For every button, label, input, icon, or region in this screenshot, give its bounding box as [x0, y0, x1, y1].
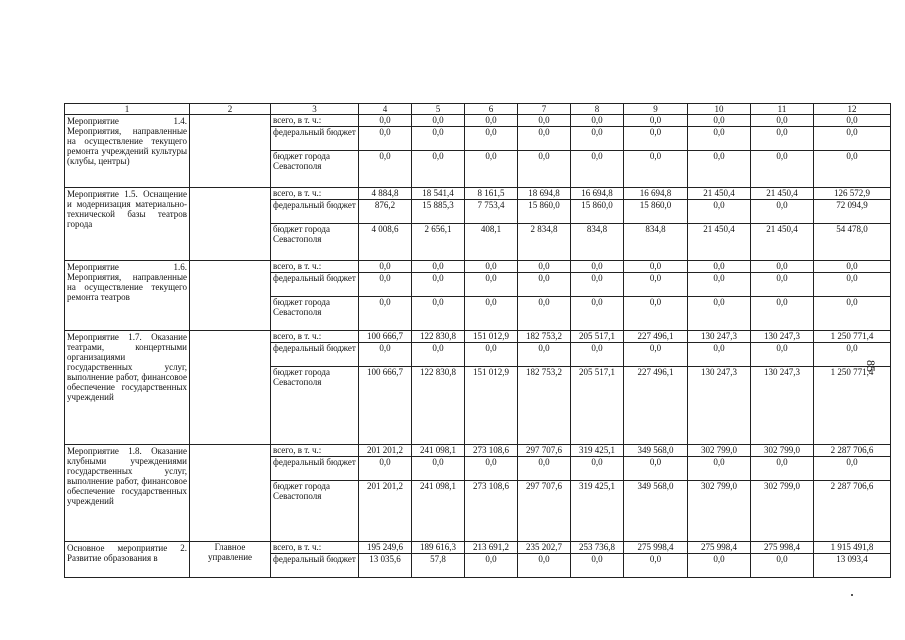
amount-cell: 0,0 [465, 151, 518, 188]
amount-cell: 0,0 [412, 343, 465, 367]
amount-cell: 235 202,7 [518, 542, 571, 554]
amount-cell: 0,0 [688, 273, 751, 297]
amount-cell: 834,8 [624, 224, 688, 261]
table-row [65, 445, 891, 457]
page-number: 85 [864, 360, 878, 372]
funding-source: бюджет города Севастополя [271, 367, 359, 445]
amount-cell: 18 694,8 [518, 188, 571, 200]
amount-cell: 0,0 [465, 127, 518, 151]
amount-cell: 0,0 [688, 343, 751, 367]
amount-cell: 0,0 [359, 115, 412, 127]
amount-cell: 122 830,8 [412, 331, 465, 343]
amount-cell: 297 707,6 [518, 445, 571, 457]
event-title: Основное мероприятие 2. Развитие образования в [65, 542, 190, 578]
amount-cell: 834,8 [571, 224, 624, 261]
amount-cell: 0,0 [814, 127, 891, 151]
amount-cell: 227 496,1 [624, 331, 688, 343]
amount-cell: 130 247,3 [688, 367, 751, 445]
amount-cell: 1 250 771,4 [814, 367, 891, 445]
amount-cell: 122 830,8 [412, 367, 465, 445]
event-executor [190, 331, 271, 445]
column-header: 3 [271, 104, 359, 115]
amount-cell: 0,0 [412, 151, 465, 188]
funding-source: бюджет города Севастополя [271, 224, 359, 261]
amount-cell: 241 098,1 [412, 445, 465, 457]
amount-cell: 15 860,0 [624, 200, 688, 224]
amount-cell: 0,0 [518, 457, 571, 481]
funding-source: всего, в т. ч.: [271, 115, 359, 127]
amount-cell: 0,0 [751, 343, 814, 367]
amount-cell: 201 201,2 [359, 445, 412, 457]
amount-cell: 319 425,1 [571, 481, 624, 542]
amount-cell: 0,0 [518, 297, 571, 331]
table-row [65, 261, 891, 273]
amount-cell: 273 108,6 [465, 481, 518, 542]
amount-cell: 0,0 [751, 200, 814, 224]
table-row [65, 542, 891, 554]
amount-cell: 0,0 [518, 343, 571, 367]
amount-cell: 0,0 [751, 554, 814, 578]
column-header: 7 [518, 104, 571, 115]
funding-source: федеральный бюджет [271, 200, 359, 224]
amount-cell: 2 656,1 [412, 224, 465, 261]
table-row [65, 331, 891, 343]
amount-cell: 21 450,4 [688, 188, 751, 200]
amount-cell: 130 247,3 [688, 331, 751, 343]
amount-cell: 0,0 [359, 273, 412, 297]
funding-source: федеральный бюджет [271, 273, 359, 297]
amount-cell: 408,1 [465, 224, 518, 261]
funding-source: всего, в т. ч.: [271, 542, 359, 554]
amount-cell: 201 201,2 [359, 481, 412, 542]
amount-cell: 195 249,6 [359, 542, 412, 554]
amount-cell: 15 860,0 [571, 200, 624, 224]
amount-cell: 0,0 [751, 261, 814, 273]
amount-cell: 0,0 [814, 297, 891, 331]
event-title: Мероприятие 1.7. Оказание театрами, концертными организациями государственных услуг, выполнение работ, финансовое обеспечение государственных учреждений [65, 331, 190, 445]
amount-cell: 100 666,7 [359, 367, 412, 445]
amount-cell: 0,0 [688, 200, 751, 224]
amount-cell: 126 572,9 [814, 188, 891, 200]
amount-cell: 302 799,0 [751, 481, 814, 542]
amount-cell: 21 450,4 [751, 224, 814, 261]
column-header: 9 [624, 104, 688, 115]
amount-cell: 13 035,6 [359, 554, 412, 578]
amount-cell: 205 517,1 [571, 367, 624, 445]
amount-cell: 21 450,4 [688, 224, 751, 261]
amount-cell: 0,0 [751, 115, 814, 127]
scan-speck [851, 594, 853, 596]
funding-source: всего, в т. ч.: [271, 331, 359, 343]
amount-cell: 0,0 [814, 273, 891, 297]
column-header: 8 [571, 104, 624, 115]
amount-cell: 0,0 [688, 297, 751, 331]
amount-cell: 151 012,9 [465, 367, 518, 445]
amount-cell: 100 666,7 [359, 331, 412, 343]
amount-cell: 18 541,4 [412, 188, 465, 200]
amount-cell: 0,0 [359, 261, 412, 273]
event-executor [190, 115, 271, 188]
amount-cell: 4 884,8 [359, 188, 412, 200]
amount-cell: 0,0 [688, 127, 751, 151]
amount-cell: 0,0 [465, 554, 518, 578]
amount-cell: 0,0 [624, 261, 688, 273]
amount-cell: 182 753,2 [518, 367, 571, 445]
event-executor [190, 188, 271, 261]
amount-cell: 273 108,6 [465, 445, 518, 457]
amount-cell: 227 496,1 [624, 367, 688, 445]
column-header: 12 [814, 104, 891, 115]
amount-cell: 0,0 [571, 273, 624, 297]
amount-cell: 72 094,9 [814, 200, 891, 224]
amount-cell: 0,0 [518, 261, 571, 273]
amount-cell: 2 287 706,6 [814, 481, 891, 542]
amount-cell: 0,0 [412, 261, 465, 273]
amount-cell: 0,0 [751, 151, 814, 188]
amount-cell: 4 008,6 [359, 224, 412, 261]
amount-cell: 0,0 [465, 457, 518, 481]
amount-cell: 205 517,1 [571, 331, 624, 343]
amount-cell: 302 799,0 [751, 445, 814, 457]
amount-cell: 1 250 771,4 [814, 331, 891, 343]
amount-cell: 2 834,8 [518, 224, 571, 261]
amount-cell: 0,0 [571, 127, 624, 151]
amount-cell: 0,0 [624, 297, 688, 331]
amount-cell: 57,8 [412, 554, 465, 578]
amount-cell: 0,0 [814, 343, 891, 367]
amount-cell: 189 616,3 [412, 542, 465, 554]
amount-cell: 0,0 [412, 297, 465, 331]
amount-cell: 349 568,0 [624, 445, 688, 457]
amount-cell: 0,0 [518, 554, 571, 578]
amount-cell: 0,0 [518, 127, 571, 151]
amount-cell: 349 568,0 [624, 481, 688, 542]
amount-cell: 0,0 [518, 273, 571, 297]
amount-cell: 15 860,0 [518, 200, 571, 224]
amount-cell: 213 691,2 [465, 542, 518, 554]
amount-cell: 275 998,4 [624, 542, 688, 554]
event-title: Мероприятие 1.6. Мероприятия, направленные на осуществление текущего ремонта театров [65, 261, 190, 331]
amount-cell: 876,2 [359, 200, 412, 224]
amount-cell: 0,0 [571, 554, 624, 578]
amount-cell: 0,0 [412, 127, 465, 151]
funding-source: федеральный бюджет [271, 127, 359, 151]
budget-table [64, 103, 891, 578]
amount-cell: 0,0 [412, 273, 465, 297]
amount-cell: 7 753,4 [465, 200, 518, 224]
amount-cell: 16 694,8 [624, 188, 688, 200]
amount-cell: 0,0 [624, 273, 688, 297]
amount-cell: 319 425,1 [571, 445, 624, 457]
amount-cell: 0,0 [571, 297, 624, 331]
amount-cell: 0,0 [518, 115, 571, 127]
funding-source: федеральный бюджет [271, 457, 359, 481]
amount-cell: 0,0 [751, 457, 814, 481]
amount-cell: 241 098,1 [412, 481, 465, 542]
funding-source: всего, в т. ч.: [271, 188, 359, 200]
amount-cell: 0,0 [359, 457, 412, 481]
amount-cell: 0,0 [571, 343, 624, 367]
amount-cell: 130 247,3 [751, 367, 814, 445]
funding-source: бюджет города Севастополя [271, 481, 359, 542]
amount-cell: 0,0 [412, 457, 465, 481]
amount-cell: 8 161,5 [465, 188, 518, 200]
amount-cell: 0,0 [624, 151, 688, 188]
amount-cell: 0,0 [624, 457, 688, 481]
amount-cell: 0,0 [359, 127, 412, 151]
column-header: 1 [65, 104, 190, 115]
amount-cell: 0,0 [624, 343, 688, 367]
event-title: Мероприятие 1.8. Оказание клубными учреждениями государственных услуг, выполнение работ, финансовое обеспечение государственных учреждений [65, 445, 190, 542]
amount-cell: 0,0 [571, 115, 624, 127]
amount-cell: 0,0 [751, 297, 814, 331]
amount-cell: 0,0 [814, 115, 891, 127]
funding-source: всего, в т. ч.: [271, 445, 359, 457]
column-header: 10 [688, 104, 751, 115]
amount-cell: 0,0 [465, 115, 518, 127]
amount-cell: 151 012,9 [465, 331, 518, 343]
amount-cell: 275 998,4 [751, 542, 814, 554]
event-title: Мероприятие 1.5. Оснащение и модернизация материально-технической базы театров города [65, 188, 190, 261]
funding-source: федеральный бюджет [271, 343, 359, 367]
column-header: 4 [359, 104, 412, 115]
amount-cell: 0,0 [465, 273, 518, 297]
amount-cell: 0,0 [571, 261, 624, 273]
amount-cell: 302 799,0 [688, 481, 751, 542]
table-body [65, 104, 891, 578]
amount-cell: 0,0 [751, 127, 814, 151]
amount-cell: 0,0 [359, 343, 412, 367]
amount-cell: 21 450,4 [751, 188, 814, 200]
amount-cell: 0,0 [359, 297, 412, 331]
amount-cell: 0,0 [359, 151, 412, 188]
column-header: 11 [751, 104, 814, 115]
amount-cell: 0,0 [571, 151, 624, 188]
amount-cell: 0,0 [518, 151, 571, 188]
funding-source: бюджет города Севастополя [271, 297, 359, 331]
amount-cell: 0,0 [465, 343, 518, 367]
amount-cell: 0,0 [624, 127, 688, 151]
amount-cell: 13 093,4 [814, 554, 891, 578]
amount-cell: 0,0 [465, 297, 518, 331]
header-row [65, 104, 891, 115]
amount-cell: 182 753,2 [518, 331, 571, 343]
funding-source: бюджет города Севастополя [271, 151, 359, 188]
amount-cell: 16 694,8 [571, 188, 624, 200]
amount-cell: 0,0 [624, 115, 688, 127]
amount-cell: 0,0 [751, 273, 814, 297]
amount-cell: 0,0 [688, 457, 751, 481]
table-row [65, 188, 891, 200]
amount-cell: 1 915 491,8 [814, 542, 891, 554]
event-executor: Главное управление [190, 542, 271, 578]
event-executor [190, 261, 271, 331]
amount-cell: 0,0 [688, 554, 751, 578]
column-header: 2 [190, 104, 271, 115]
funding-source: федеральный бюджет [271, 554, 359, 578]
amount-cell: 0,0 [688, 151, 751, 188]
amount-cell: 0,0 [814, 151, 891, 188]
amount-cell: 0,0 [814, 261, 891, 273]
amount-cell: 15 885,3 [412, 200, 465, 224]
column-header: 5 [412, 104, 465, 115]
event-executor [190, 445, 271, 542]
amount-cell: 0,0 [624, 554, 688, 578]
funding-source: всего, в т. ч.: [271, 261, 359, 273]
amount-cell: 0,0 [465, 261, 518, 273]
amount-cell: 54 478,0 [814, 224, 891, 261]
amount-cell: 253 736,8 [571, 542, 624, 554]
amount-cell: 0,0 [688, 115, 751, 127]
amount-cell: 0,0 [814, 457, 891, 481]
amount-cell: 0,0 [412, 115, 465, 127]
amount-cell: 275 998,4 [688, 542, 751, 554]
column-header: 6 [465, 104, 518, 115]
amount-cell: 302 799,0 [688, 445, 751, 457]
amount-cell: 130 247,3 [751, 331, 814, 343]
amount-cell: 0,0 [688, 261, 751, 273]
table-row [65, 115, 891, 127]
amount-cell: 2 287 706,6 [814, 445, 891, 457]
amount-cell: 0,0 [571, 457, 624, 481]
event-title: Мероприятие 1.4. Мероприятия, направленные на осуществление текущего ремонта учреждений культуры (клубы, центры) [65, 115, 190, 188]
amount-cell: 297 707,6 [518, 481, 571, 542]
